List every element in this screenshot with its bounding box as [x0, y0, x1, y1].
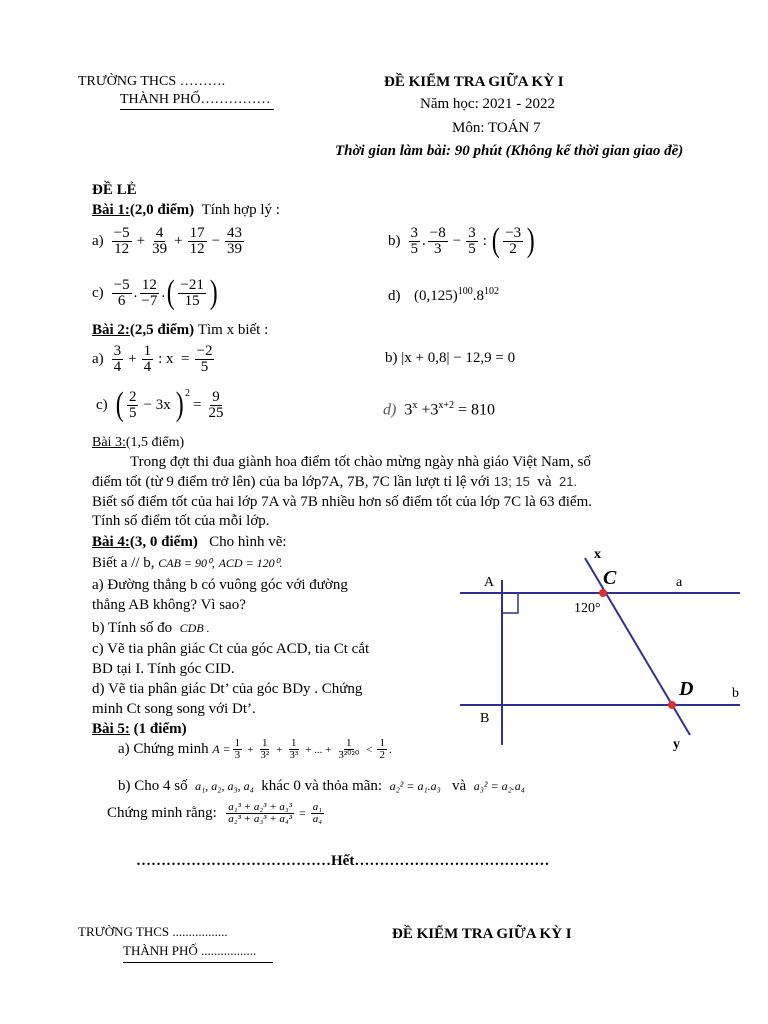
label-a-line: a	[676, 575, 683, 590]
end-line: …………………………………Hết…………………………………	[136, 853, 550, 869]
header-underline	[120, 109, 274, 110]
point-d	[668, 701, 676, 709]
city-name-2: THÀNH PHỐ .................	[123, 943, 257, 958]
school-name-2: TRƯỜNG THCS .................	[78, 924, 228, 939]
label-angle: 120°	[574, 601, 601, 616]
right-angle-mark	[502, 593, 518, 613]
bai4-heading: Bài 4:(3, 0 điểm) Cho hình vẽ:	[92, 534, 287, 550]
bai3-line4: Tính số điểm tốt của mỗi lớp.	[92, 513, 270, 529]
exam-title-2: ĐỀ KIỂM TRA GIỮA KỲ I	[392, 926, 572, 942]
label-b-point: B	[480, 711, 490, 726]
bai4-given: Biết a // b, CAB = 90⁰, ACD = 120⁰.	[92, 555, 283, 571]
exam-time: Thời gian làm bài: 90 phút (Không kể thời gian giao đề)	[335, 143, 684, 159]
exam-title: ĐỀ KIỂM TRA GIỮA KỲ I	[384, 74, 564, 90]
bai5-heading: Bài 5: (1 điểm)	[92, 721, 187, 737]
label-x: x	[594, 547, 601, 562]
label-d: D	[679, 678, 694, 700]
bai1-heading: Bài 1:(2,0 điểm) Tính hợp lý :	[92, 202, 280, 218]
header-underline-2	[123, 962, 273, 963]
bai4-qa1: a) Đường thẳng b có vuông góc với đường	[92, 577, 348, 593]
bai5-b: b) Cho 4 số a₁, a₂, a₃, a₄ khác 0 và thỏa mãn: a₂² = a₁.a₃ và a₃² = a₂.a₄	[118, 778, 525, 794]
label-b-line: b	[732, 686, 739, 701]
bai2-b: b) |x + 0,8| − 12,9 = 0	[385, 350, 516, 366]
bai1-d: d) $(0,125)^{100}.8^{102}$	[388, 286, 499, 304]
bai5-prove: Chứng minh rằng: $\frac{\text{a₁³ + a₂³ + a₃³}}{\text{a₂³ + a₃³ + a₄³}}$ = $\frac{\text{a₁}}{\text{a₄}}$	[107, 801, 323, 825]
bai3-heading: Bài 3:(1,5 điểm)	[92, 435, 185, 450]
bai1-a: a) $\frac{-5}{12}$ + $\frac{4}{39}$ + $\frac{17}{12}$ − $\frac{43}{39}$	[92, 225, 243, 257]
label-a-point: A	[484, 575, 495, 590]
bai4-qc2: BD tại I. Tính góc CID.	[92, 661, 235, 677]
geometry-figure	[450, 540, 750, 760]
school-name: TRƯỜNG THCS ……….	[78, 74, 226, 89]
label-c: C	[603, 567, 617, 589]
bai3-line2: điểm tốt (từ 9 điểm trở lên) của ba lớp7A, 7B, 7C lần lượt tỉ lệ với 13; 15 và 21.	[92, 474, 578, 490]
point-c	[599, 589, 607, 597]
bai1-c: c) $\frac{-5}{6}$ . $\frac{12}{-7}$ . ( $\frac{-21}{15}$ )	[92, 274, 218, 311]
bai4-qd1: d) Vẽ tia phân giác Dt’ của góc BDy . Chứng	[92, 681, 363, 697]
bai2-c: c) ( $\frac{2}{5}$ − 3x ) $^2$ = $\frac{9}{25}$	[96, 386, 224, 423]
school-year: Năm học: 2021 - 2022	[420, 96, 555, 112]
bai2-d: d) $3^x +3^{x+2} = 810$	[383, 400, 496, 419]
bai4-qc1: c) Vẽ tia phân giác Ct của góc ACD, tia Ct cắt	[92, 641, 370, 657]
label-y: y	[673, 737, 680, 752]
bai1-b: b) $\frac{3}{5}$ . $\frac{-8}{3}$ − $\frac{3}{5}$ : ( $\frac{-3}{2}$ )	[388, 222, 535, 259]
bai2-a: a) $\frac{3}{4}$ + $\frac{1}{4}$ : x = $\frac{-2}{5}$	[92, 343, 213, 375]
bai4-qd2: minh Ct song song với Dt’.	[92, 701, 256, 717]
city-name: THÀNH PHỐ……………	[120, 92, 271, 107]
bai5-a: a) Chứng minh A = $\frac{1}{3}$ + $\frac{1}{\text{3²}}$ + $\frac{1}{\text{3³}}$ + ... + $\frac{1}{\text{3²⁰²⁰}}$ < $\frac{1}{2}$ .	[118, 737, 392, 761]
bai4-qb: b) Tính số đo CDB .	[92, 620, 210, 636]
subject: Môn: TOÁN 7	[452, 120, 541, 136]
bai4-qa2: thẳng AB không? Vì sao?	[92, 597, 246, 613]
bai3-line3: Biết số điểm tốt của hai lớp 7A và 7B nhiều hơn số điểm tốt của lớp 7C là 63 điểm.	[92, 494, 592, 510]
line-xy	[585, 558, 690, 735]
de-le-heading: ĐỀ LẺ	[92, 182, 137, 198]
bai3-line1: Trong đợt thi đua giành hoa điểm tốt chào mừng ngày nhà giáo Việt Nam, số	[130, 454, 591, 470]
bai2-heading: Bài 2:(2,5 điểm) Tìm x biết :	[92, 322, 269, 338]
